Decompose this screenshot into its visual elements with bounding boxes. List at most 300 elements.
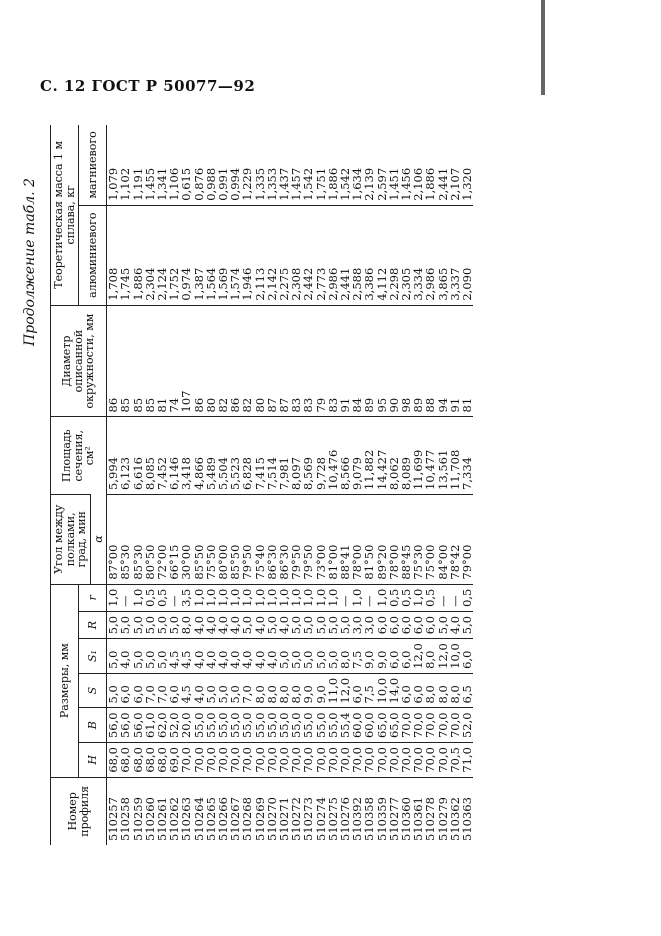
cell-profile: 510265 [205, 777, 217, 845]
cell-mass-mg: 1,229 [240, 167, 255, 201]
table-body [107, 125, 474, 845]
cell-r: 0,5 [424, 584, 436, 611]
cell-mass-al: 1,752 [168, 205, 180, 305]
cell-S1: 5,0 [107, 639, 120, 674]
cell-H: 69,0 [168, 743, 180, 778]
header-angle: Угол между полками, град, мин [51, 494, 91, 584]
cell-angle: 89°20 [376, 494, 388, 584]
cell-angle: 79°50 [241, 494, 253, 584]
cell-r: 1,0 [290, 584, 302, 611]
header-S: S [79, 673, 107, 708]
cell-r: 1,0 [107, 584, 120, 611]
cell-R: 6,0 [400, 611, 412, 638]
cell-H: 70,0 [180, 743, 192, 778]
cell-S1: 4,0 [119, 639, 131, 674]
cell-B: 55,0 [278, 708, 290, 743]
cell-r: 0,5 [144, 584, 156, 611]
cell-angle: 80°50 [144, 494, 156, 584]
cell-r: 1,0 [241, 584, 253, 611]
table-row [254, 125, 266, 845]
cell-S1: 4,5 [168, 639, 180, 674]
cell-mass-al: 2,308 [290, 205, 302, 305]
cell-mass-al: 2,305 [400, 205, 412, 305]
cell-mass-al: 1,574 [229, 205, 241, 305]
cell-area: 8,089 [400, 417, 412, 495]
header-r: r [79, 584, 107, 611]
header-profile: Номер профиля [51, 777, 107, 845]
cell-r: 1,0 [254, 584, 266, 611]
cell-area: 8,566 [339, 417, 351, 495]
cell-R: 3,0 [363, 611, 375, 638]
cell-R: 5,0 [437, 611, 449, 638]
cell-R: 5,0 [168, 611, 180, 638]
header-H: H [79, 743, 107, 778]
cell-mass-al: 2,298 [388, 205, 400, 305]
cell-mass-al: 1,745 [119, 205, 131, 305]
cell-mass-mg: 2,441 [435, 167, 450, 201]
cell-diameter: 95 [376, 305, 388, 417]
cell-B: 52,0 [168, 708, 180, 743]
cell-R: 6,0 [412, 611, 424, 638]
cell-S: 4,5 [180, 673, 192, 708]
cell-r: — [363, 584, 375, 611]
cell-angle: 75°00 [424, 494, 436, 584]
cell-H: 70,0 [315, 743, 327, 778]
cell-S1: 8,0 [339, 639, 351, 674]
cell-R: 5,0 [290, 611, 302, 638]
cell-B: 55,0 [193, 708, 205, 743]
cell-diameter: 91 [449, 305, 461, 417]
cell-mass-al: 3,337 [449, 205, 461, 305]
cell-mass-mg: 1,341 [155, 167, 169, 201]
cell-profile: 510261 [156, 777, 168, 845]
cell-mass-mg: 1,106 [167, 167, 182, 201]
cell-mass-mg: 1,886 [325, 167, 340, 201]
cell-angle: 81°50 [363, 494, 375, 584]
cell-r: — [339, 584, 351, 611]
page-header: С. 12 ГОСТ Р 50077—92 [40, 77, 256, 95]
cell-R: 5,0 [156, 611, 168, 638]
cell-angle: 80°00 [217, 494, 229, 584]
cell-mass-mg: 1,451 [386, 167, 401, 201]
cell-mass-al: 2,090 [461, 205, 473, 305]
cell-mass-al: 2,442 [302, 205, 314, 305]
cell-r: 1,0 [217, 584, 229, 611]
cell-mass-al: 2,986 [424, 205, 436, 305]
cell-H: 68,0 [156, 743, 168, 778]
cell-r: 1,0 [278, 584, 290, 611]
cell-R: 4,0 [229, 611, 241, 638]
cell-S: 6,5 [461, 673, 473, 708]
cell-mass-mg: 1,456 [399, 167, 414, 201]
cell-r: 0,5 [156, 584, 168, 611]
cell-R: 8,0 [180, 611, 192, 638]
cell-H: 70,0 [424, 743, 436, 778]
cell-mass-al: 1,946 [241, 205, 253, 305]
cell-diameter: 82 [217, 305, 229, 417]
cell-B: 70,0 [449, 708, 461, 743]
cell-B: 65,0 [376, 708, 388, 743]
cell-area: 10,476 [327, 417, 339, 495]
cell-diameter: 85 [144, 305, 156, 417]
cell-S1: 5,0 [156, 639, 168, 674]
cell-B: 55,0 [205, 708, 217, 743]
cell-r: 1,0 [205, 584, 217, 611]
cell-S: 5,0 [229, 673, 241, 708]
cell-r: — [437, 584, 449, 611]
cell-angle: 78°42 [449, 494, 461, 584]
cell-r: 1,0 [266, 584, 278, 611]
cell-H: 70,0 [217, 743, 229, 778]
cell-S1: 7,5 [351, 639, 363, 674]
cell-angle: 66°15 [168, 494, 180, 584]
cell-area: 5,504 [217, 417, 229, 495]
cell-R: 4,0 [205, 611, 217, 638]
cell-r: 1,0 [412, 584, 424, 611]
cell-angle: 86°30 [266, 494, 278, 584]
cell-B: 55,0 [327, 708, 339, 743]
cell-diameter: 86 [107, 305, 120, 417]
table-row [193, 125, 205, 845]
cell-S: 6,0 [400, 673, 412, 708]
cell-profile: 510358 [363, 777, 375, 845]
cell-mass-mg: 1,455 [142, 167, 157, 201]
cell-angle: 75°40 [254, 494, 266, 584]
cell-S1: 5,0 [132, 639, 144, 674]
cell-S: 6,0 [351, 673, 363, 708]
cell-angle: 78°00 [388, 494, 400, 584]
cell-angle: 78°00 [351, 494, 363, 584]
cell-angle: 88°41 [339, 494, 351, 584]
cell-profile: 510267 [229, 777, 241, 845]
cell-B: 60,0 [351, 708, 363, 743]
rotated-table-area [0, 131, 661, 841]
cell-S1: 4,0 [266, 639, 278, 674]
cell-H: 70,0 [302, 743, 314, 778]
cell-area: 11,708 [449, 417, 461, 495]
cell-area: 4,866 [193, 417, 205, 495]
cell-R: 4,0 [254, 611, 266, 638]
cell-mass-al: 3,865 [437, 205, 449, 305]
cell-area: 8,569 [302, 417, 314, 495]
cell-B: 55,0 [217, 708, 229, 743]
cell-S: 8,0 [437, 673, 449, 708]
cell-mass-al: 1,569 [217, 205, 229, 305]
cell-profile: 510362 [449, 777, 461, 845]
cell-diameter: 86 [229, 305, 241, 417]
cell-profile: 510266 [217, 777, 229, 845]
cell-area: 14,427 [376, 417, 388, 495]
cell-S1: 5,0 [302, 639, 314, 674]
cell-H: 70,0 [205, 743, 217, 778]
cell-R: 5,0 [241, 611, 253, 638]
cell-r: 1,0 [376, 584, 388, 611]
cell-diameter: 85 [119, 305, 131, 417]
cell-mass-al: 2,986 [327, 205, 339, 305]
cell-diameter: 85 [132, 305, 144, 417]
cell-r: 3,5 [180, 584, 192, 611]
cell-S1: 4,0 [254, 639, 266, 674]
cell-S1: 8,0 [424, 639, 436, 674]
cell-R: 5,0 [339, 611, 351, 638]
cell-S1: 5,0 [327, 639, 339, 674]
table-row [363, 125, 375, 845]
cell-S: 9,0 [302, 673, 314, 708]
table-row [119, 125, 131, 845]
cell-angle: 75°50 [205, 494, 217, 584]
cell-profile: 510360 [400, 777, 412, 845]
cell-R: 6,0 [424, 611, 436, 638]
cell-R: 5,0 [461, 611, 473, 638]
cell-angle: 73°00 [315, 494, 327, 584]
cell-diameter: 80 [205, 305, 217, 417]
cell-S: 7,5 [363, 673, 375, 708]
cell-S: 5,0 [205, 673, 217, 708]
cell-mass-al: 1,886 [132, 205, 144, 305]
header-B: B [79, 708, 107, 743]
cell-area: 7,514 [266, 417, 278, 495]
cell-S1: 12,0 [412, 639, 424, 674]
cell-mass-mg: 1,751 [313, 167, 328, 201]
cell-profile: 510257 [107, 777, 120, 845]
cell-R: 4,0 [449, 611, 461, 638]
cell-profile: 510275 [327, 777, 339, 845]
cell-S: 7,0 [241, 673, 253, 708]
cell-H: 70,0 [351, 743, 363, 778]
cell-R: 4,0 [193, 611, 205, 638]
cell-mass-mg: 2,106 [411, 167, 426, 201]
cell-R: 4,0 [217, 611, 229, 638]
cell-S: 14,0 [388, 673, 400, 708]
cell-profile: 510259 [132, 777, 144, 845]
cell-B: 56,0 [107, 708, 120, 743]
cell-R: 5,0 [327, 611, 339, 638]
header-dims: Размеры, мм [51, 584, 79, 777]
cell-angle: 88°45 [400, 494, 412, 584]
cell-S: 8,0 [290, 673, 302, 708]
cell-angle: 85°50 [193, 494, 205, 584]
cell-B: 60,0 [363, 708, 375, 743]
cell-profile: 510263 [180, 777, 192, 845]
cell-angle: 85°30 [119, 494, 131, 584]
cell-B: 55,0 [266, 708, 278, 743]
table-row [132, 125, 144, 845]
cell-H: 70,0 [388, 743, 400, 778]
cell-S: 8,0 [266, 673, 278, 708]
cell-diameter: 94 [437, 305, 449, 417]
table-continuation-label: Продолжение табл. 2 [22, 178, 38, 346]
cell-diameter: 107 [180, 305, 192, 417]
cell-R: 5,0 [144, 611, 156, 638]
cell-S1: 5,0 [144, 639, 156, 674]
cell-diameter: 82 [241, 305, 253, 417]
cell-mass-mg: 2,107 [447, 167, 462, 201]
table-row [302, 125, 314, 845]
cell-diameter: 98 [400, 305, 412, 417]
cell-S: 6,0 [119, 673, 131, 708]
cell-H: 70,0 [376, 743, 388, 778]
cell-S: 8,0 [278, 673, 290, 708]
cell-diameter: 83 [327, 305, 339, 417]
cell-B: 55,0 [302, 708, 314, 743]
cell-S: 8,0 [449, 673, 461, 708]
cell-B: 55,0 [229, 708, 241, 743]
cell-H: 70,0 [437, 743, 449, 778]
cell-diameter: 91 [339, 305, 351, 417]
cell-area: 11,882 [363, 417, 375, 495]
cell-S1: 4,5 [180, 639, 192, 674]
cell-S1: 4,0 [229, 639, 241, 674]
cell-diameter: 83 [290, 305, 302, 417]
cell-H: 70,0 [290, 743, 302, 778]
cell-diameter: 90 [388, 305, 400, 417]
cell-profile: 510260 [144, 777, 156, 845]
header-mass: Теоретическая масса 1 м сплава, кг [51, 125, 79, 305]
cell-mass-mg: 1,191 [130, 167, 145, 201]
header-alpha: α [90, 494, 107, 584]
cell-B: 55,0 [315, 708, 327, 743]
cell-angle: 75°30 [412, 494, 424, 584]
cell-profile: 510258 [119, 777, 131, 845]
cell-profile: 510392 [351, 777, 363, 845]
cell-mass-mg: 2,139 [362, 167, 377, 201]
cell-S1: 4,0 [205, 639, 217, 674]
cell-mass-al: 1,387 [193, 205, 205, 305]
cell-area: 8,085 [144, 417, 156, 495]
cell-mass-mg: 1,542 [301, 167, 316, 201]
cell-r: 1,0 [229, 584, 241, 611]
cell-area: 5,994 [107, 417, 120, 495]
cell-S: 4,0 [193, 673, 205, 708]
cell-H: 70,0 [339, 743, 351, 778]
cell-H: 68,0 [132, 743, 144, 778]
cell-H: 68,0 [107, 743, 120, 778]
table-row [424, 125, 436, 845]
cell-S: 5,0 [217, 673, 229, 708]
header-R: R [79, 611, 107, 638]
cell-H: 70,0 [254, 743, 266, 778]
cell-mass-al: 3,334 [412, 205, 424, 305]
header-diameter: Диаметр описанной окружности, мм [51, 305, 107, 417]
cell-mass-mg: 1,542 [338, 167, 353, 201]
cell-diameter: 89 [412, 305, 424, 417]
header-mg: магниевого [79, 125, 107, 205]
cell-r: 1,0 [351, 584, 363, 611]
cell-mass-mg: 1,457 [289, 167, 304, 201]
cell-mass-al: 2,304 [144, 205, 156, 305]
cell-profile: 510262 [168, 777, 180, 845]
cell-S: 6,0 [412, 673, 424, 708]
cell-B: 70,0 [400, 708, 412, 743]
cell-mass-al: 1,708 [107, 205, 120, 305]
cell-r: — [449, 584, 461, 611]
cell-R: 5,0 [119, 611, 131, 638]
cell-r: — [168, 584, 180, 611]
cell-area: 11,699 [412, 417, 424, 495]
cell-H: 68,0 [144, 743, 156, 778]
cell-angle: 85°50 [229, 494, 241, 584]
cell-mass-al: 4,112 [376, 205, 388, 305]
cell-r: 1,0 [327, 584, 339, 611]
cell-B: 55,0 [254, 708, 266, 743]
cell-S: 11,0 [327, 673, 339, 708]
cell-B: 65,0 [388, 708, 400, 743]
cell-angle: 79°50 [302, 494, 314, 584]
cell-S: 7,0 [156, 673, 168, 708]
cell-H: 70,0 [193, 743, 205, 778]
cell-R: 5,0 [315, 611, 327, 638]
cell-mass-mg: 0,988 [203, 167, 218, 201]
cell-B: 70,0 [437, 708, 449, 743]
cell-B: 56,0 [132, 708, 144, 743]
cell-H: 70,0 [229, 743, 241, 778]
cell-profile: 510272 [290, 777, 302, 845]
cell-S1: 10,0 [449, 639, 461, 674]
cell-mass-mg: 1,335 [252, 167, 267, 201]
cell-profile: 510269 [254, 777, 266, 845]
cell-profile: 510268 [241, 777, 253, 845]
cell-B: 20,0 [180, 708, 192, 743]
cell-S: 9,0 [315, 673, 327, 708]
cell-R: 5,0 [107, 611, 120, 638]
cell-mass-mg: 0,994 [228, 167, 243, 201]
cell-area: 5,523 [229, 417, 241, 495]
cell-area: 5,489 [205, 417, 217, 495]
table-row [180, 125, 192, 845]
cell-R: 6,0 [388, 611, 400, 638]
cell-angle: 85°30 [132, 494, 144, 584]
cell-B: 70,0 [424, 708, 436, 743]
cell-S: 7,0 [144, 673, 156, 708]
cell-area: 3,418 [180, 417, 192, 495]
cell-R: 3,0 [351, 611, 363, 638]
cell-H: 70,0 [327, 743, 339, 778]
cell-S: 8,0 [424, 673, 436, 708]
cell-B: 70,0 [412, 708, 424, 743]
cell-mass-al: 2,142 [266, 205, 278, 305]
cell-H: 70,0 [266, 743, 278, 778]
cell-r: 0,5 [461, 584, 473, 611]
cell-angle: 79°00 [461, 494, 473, 584]
table-header-row-1 [51, 125, 79, 845]
cell-area: 6,828 [241, 417, 253, 495]
cell-profile: 510274 [315, 777, 327, 845]
cell-profile: 510279 [437, 777, 449, 845]
cell-area: 8,062 [388, 417, 400, 495]
cell-angle: 87°00 [107, 494, 120, 584]
cell-area: 6,146 [168, 417, 180, 495]
cell-mass-al: 2,124 [156, 205, 168, 305]
cell-area: 7,981 [278, 417, 290, 495]
cell-mass-mg: 1,353 [264, 167, 279, 201]
cell-mass-mg: 1,634 [350, 167, 365, 201]
cell-profile: 510271 [278, 777, 290, 845]
cell-S: 8,0 [254, 673, 266, 708]
cell-S1: 5,0 [315, 639, 327, 674]
cell-B: 52,0 [461, 708, 473, 743]
cell-mass-mg: 0,615 [179, 167, 194, 201]
cell-mass-mg: 1,437 [277, 167, 292, 201]
cell-mass-mg: 0,991 [216, 167, 231, 201]
cell-B: 56,0 [119, 708, 131, 743]
cell-H: 70,0 [241, 743, 253, 778]
cell-S1: 4,0 [217, 639, 229, 674]
cell-diameter: 83 [302, 305, 314, 417]
cell-angle: 81°00 [327, 494, 339, 584]
cell-angle: 72°00 [156, 494, 168, 584]
cell-area: 8,097 [290, 417, 302, 495]
cell-area: 13,561 [437, 417, 449, 495]
